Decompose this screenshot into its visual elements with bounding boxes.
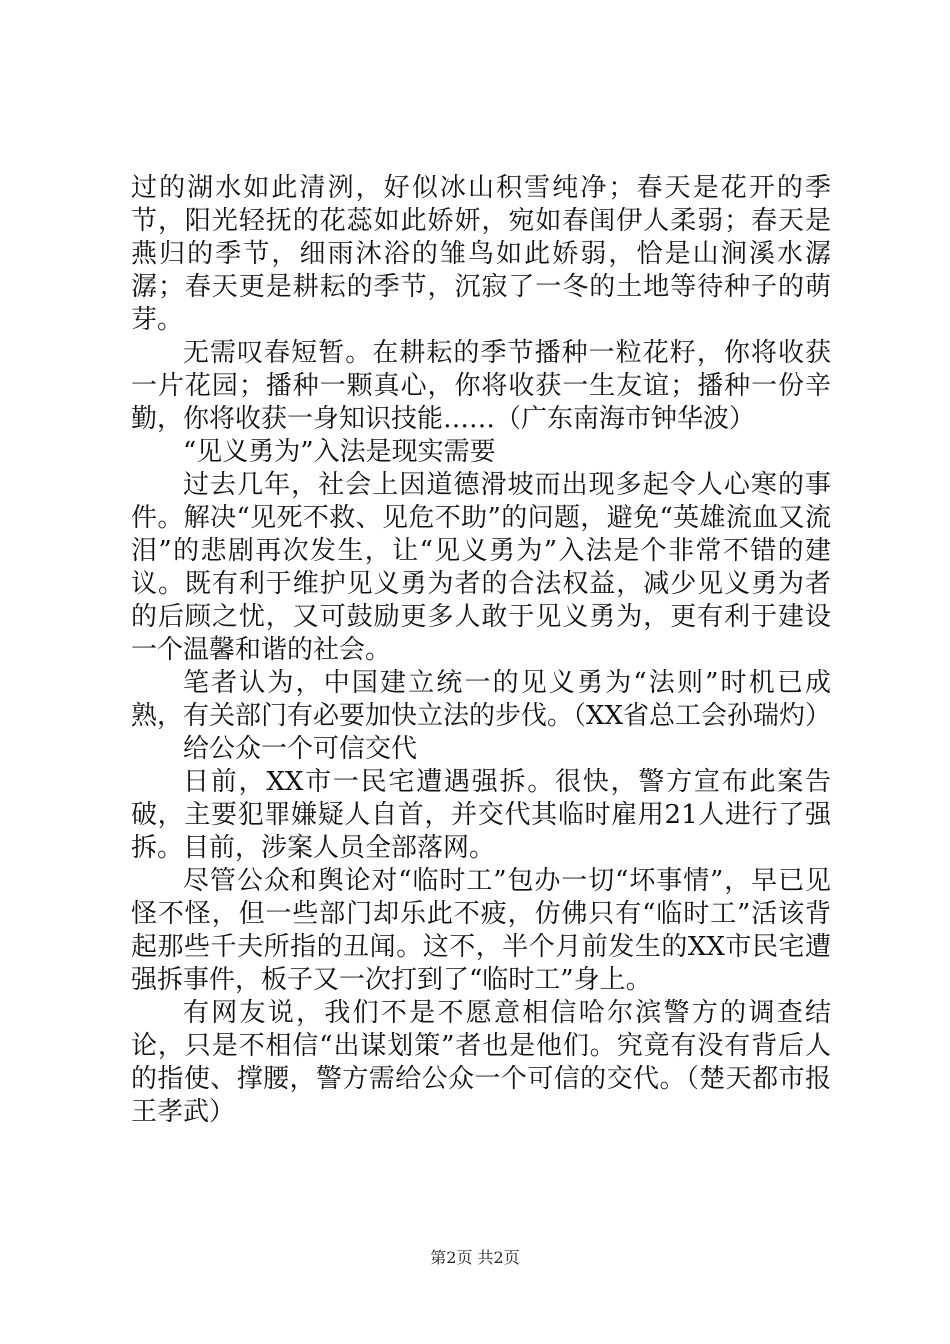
paragraph-heroism-law-1: 过去几年，社会上因道德滑坡而出现多起令人心寒的事件。解决“见死不救、见危不助”的问题，避免“英雄流血又流泪”的悲剧再次发生，让“见义勇为”入法是个非常不错的建议。既有利于维护见义勇为者的合法权益，减少见义勇为者的后顾之忧，又可鼓励更多人敢于见义勇为，更有利于建设一个温馨和谐的社会。	[131, 470, 831, 665]
paragraph-heroism-law-2: 笔者认为，中国建立统一的见义勇为“法则”时机已成熟，有关部门有必要加快立法的步伐。（XX省总工会孙瑞灼）	[131, 668, 832, 731]
page-number: 第2页 共2页	[430, 1248, 520, 1267]
paragraph-demolition-3: 有网友说，我们不是不愿意相信哈尔滨警方的调查结论，只是不相信“出谋划策”者也是他们。究竟有没有背后人的指使、撑腰，警方需给公众一个可信的交代。（楚天都市报王孝武）	[131, 998, 831, 1127]
page-footer	[0, 1245, 950, 1268]
section-heading-public-explanation: 给公众一个可信交代	[183, 734, 418, 764]
document-body	[131, 172, 831, 1129]
paragraph-demolition-1: 日前，XX市一民宅遭遇强拆。很快，警方宣布此案告破，主要犯罪嫌疑人自首，并交代其临时雇用21人进行了强拆。目前，涉案人员全部落网。	[131, 767, 831, 863]
paragraph-spring-conclusion: 无需叹春短暂。在耕耘的季节播种一粒花籽，你将收获一片花园；播种一颗真心，你将收获一生友谊；播种一份辛勤，你将收获一身知识技能……（广东南海市钟华波）	[131, 338, 831, 434]
section-heading-heroism-law: “见义勇为”入法是现实需要	[183, 437, 496, 467]
paragraph-spring-continued: 过的湖水如此清洌，好似冰山积雪纯净；春天是花开的季节，阳光轻抚的花蕊如此娇妍，宛如春闺伊人柔弱；春天是燕归的季节，细雨沐浴的雏鸟如此娇弱，恰是山涧溪水潺潺；春天更是耕耘的季节，沉寂了一冬的土地等待种子的萌芽。	[131, 173, 831, 335]
paragraph-demolition-2: 尽管公众和舆论对“临时工”包办一切“坏事情”，早已见怪不怪，但一些部门却乐此不疲，仿佛只有“临时工”活该背起那些千夫所指的丑闻。这不，半个月前发生的XX市民宅遭强拆事件，板子又一次打到了“临时工”身上。	[131, 866, 831, 995]
